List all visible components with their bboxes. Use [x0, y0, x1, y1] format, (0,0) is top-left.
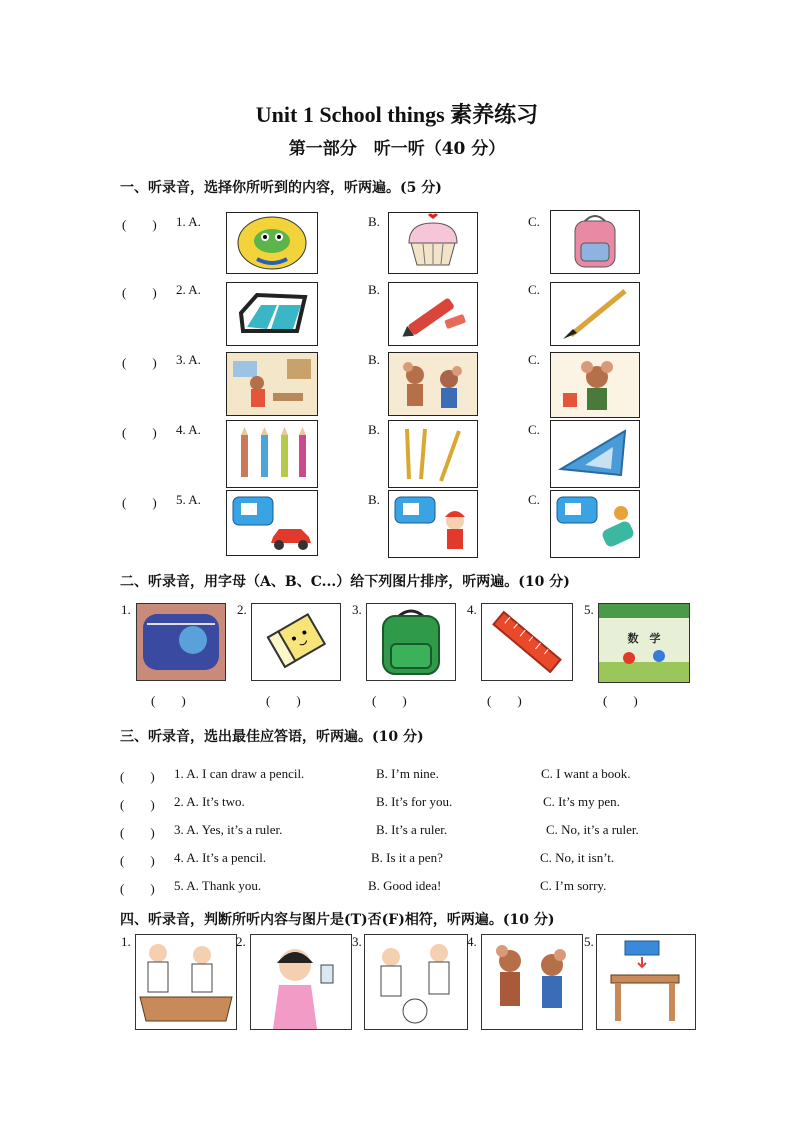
option-a: 5. A. Thank you. [174, 878, 262, 893]
football-icon [226, 212, 318, 274]
option-b: B. Is it a pen? [371, 850, 443, 865]
paintbrush-icon [550, 282, 640, 346]
question-number: 3. A. [176, 352, 201, 367]
option-a: 2. A. It’s two. [174, 794, 245, 809]
answer-paren: ( ) [151, 693, 186, 708]
section-1-heading: 一、听录音，选择你所听到的内容，听两遍。(5 分) [120, 180, 442, 196]
section-3-heading: 三、听录音，选出最佳应答语，听两遍。(10 分) [120, 729, 424, 745]
schoolbag-icon [550, 210, 640, 274]
students-desk-icon [135, 934, 237, 1030]
option-c-label: C. [528, 214, 540, 229]
item-number: 5. [584, 934, 594, 949]
option-b: B. It’s for you. [376, 794, 453, 809]
math-book-icon [598, 603, 690, 683]
answer-paren: ( ) [122, 217, 157, 232]
option-b-label: B. [368, 352, 380, 367]
colored-pencils-icon [226, 420, 318, 488]
section-2-heading: 二、听录音，用字母（A、B、C...）给下列图片排序，听两遍。(10 分) [120, 574, 570, 590]
question-number: 2. A. [176, 282, 201, 297]
eraser-icon [226, 282, 318, 346]
option-b-label: B. [368, 214, 380, 229]
item-number: 4. [467, 602, 477, 617]
pencil-case-icon [136, 603, 226, 681]
mice-scene-icon [388, 352, 478, 416]
answer-paren: ( ) [120, 825, 155, 840]
option-c: C. I want a book. [541, 766, 631, 781]
classroom-scene-icon [226, 352, 318, 416]
ruler-icon [481, 603, 573, 681]
answer-paren: ( ) [122, 355, 157, 370]
page-title: Unit 1 School things 素养练习 [255, 102, 539, 127]
set-square-icon [550, 420, 640, 488]
page-subtitle: 第一部分 听一听（40 分） [288, 139, 506, 159]
eraser-face-icon [251, 603, 341, 681]
pencil-box-doll-icon [388, 490, 478, 558]
answer-paren: ( ) [372, 693, 407, 708]
item-number: 4. [467, 934, 477, 949]
option-a: 3. A. Yes, it’s a ruler. [174, 822, 283, 837]
option-b: B. Good idea! [368, 878, 442, 893]
answer-paren: ( ) [120, 853, 155, 868]
option-c: C. It’s my pen. [543, 794, 620, 809]
option-b-label: B. [368, 422, 380, 437]
question-number: 5. A. [176, 492, 201, 507]
pencil-box-car-icon [226, 490, 318, 556]
option-a: 4. A. It’s a pencil. [174, 850, 267, 865]
answer-paren: ( ) [122, 425, 157, 440]
option-b-label: B. [368, 282, 380, 297]
item-number: 1. [121, 934, 131, 949]
answer-paren: ( ) [266, 693, 301, 708]
green-bag-icon [366, 603, 456, 681]
option-c-label: C. [528, 492, 540, 507]
mice-talking-icon [481, 934, 583, 1030]
option-b-label: B. [368, 492, 380, 507]
answer-paren: ( ) [120, 797, 155, 812]
mouse-scene-icon [550, 352, 640, 418]
girl-holding-item-icon [250, 934, 352, 1030]
students-talking-icon [364, 934, 468, 1030]
answer-paren: ( ) [120, 769, 155, 784]
book-title: 数 学 [627, 632, 661, 645]
option-b: B. I’m nine. [376, 766, 439, 781]
item-number: 5. [584, 602, 594, 617]
pencil-box-toy-icon [550, 490, 640, 558]
item-number: 1. [121, 602, 131, 617]
option-a: 1. A. I can draw a pencil. [174, 766, 305, 781]
option-b: B. It’s a ruler. [376, 822, 448, 837]
item-number: 3. [352, 602, 362, 617]
option-c-label: C. [528, 282, 540, 297]
option-c: C. I’m sorry. [540, 878, 607, 893]
book-on-desk-icon [596, 934, 696, 1030]
question-number: 4. A. [176, 422, 201, 437]
option-c: C. No, it isn’t. [540, 850, 615, 865]
answer-paren: ( ) [122, 285, 157, 300]
section-4-heading: 四、听录音，判断所听内容与图片是(T)否(F)相符，听两遍。(10 分) [120, 912, 555, 928]
marker-pen-icon [388, 282, 478, 346]
option-c-label: C. [528, 352, 540, 367]
item-number: 2. [237, 602, 247, 617]
answer-paren: ( ) [603, 693, 638, 708]
question-number: 1. A. [176, 214, 201, 229]
option-c-label: C. [528, 422, 540, 437]
item-number: 2. [236, 934, 246, 949]
option-c: C. No, it’s a ruler. [546, 822, 639, 837]
cupcake-icon [388, 212, 478, 274]
pens-icon [388, 420, 478, 488]
answer-paren: ( ) [122, 495, 157, 510]
answer-paren: ( ) [487, 693, 522, 708]
answer-paren: ( ) [120, 881, 155, 896]
item-number: 3. [352, 934, 362, 949]
